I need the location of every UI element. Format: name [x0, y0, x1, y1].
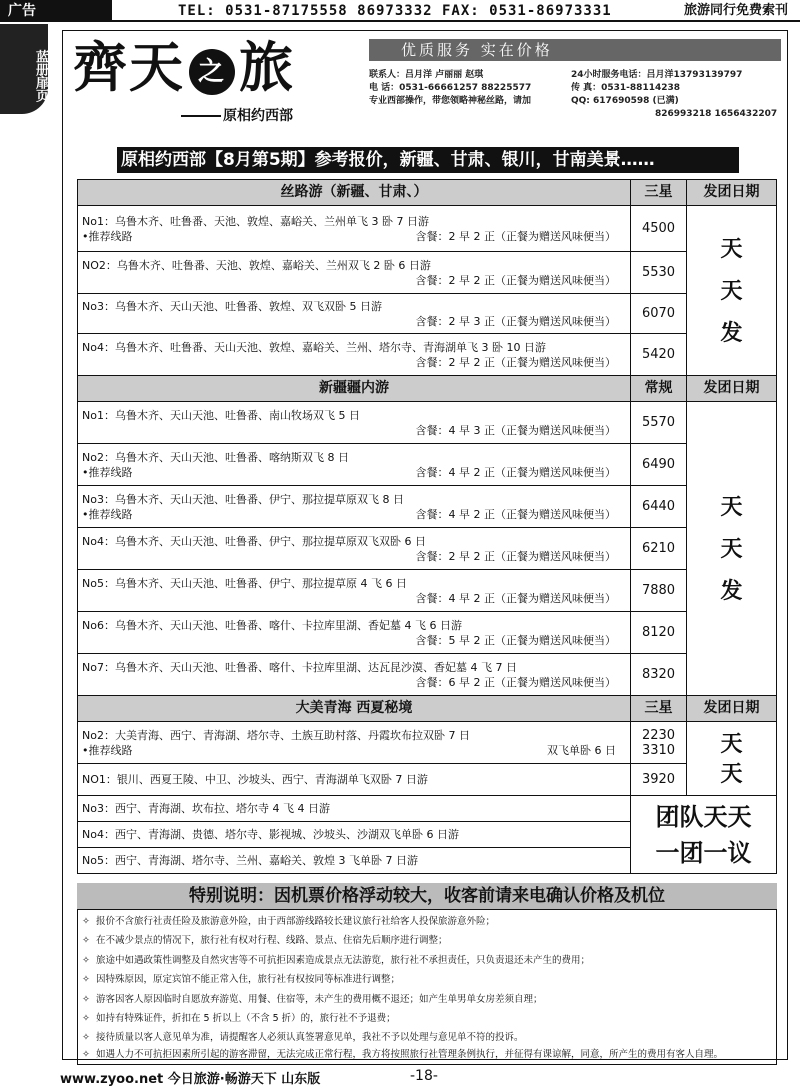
table-row: No5：西宁、青海湖、塔尔寺、兰州、嘉峪关、敦煌 3 飞单卧 7 日游: [78, 848, 777, 874]
price: 4500: [631, 206, 687, 252]
logo: 齊天 之 旅: [73, 35, 295, 99]
price: 8120: [631, 612, 687, 654]
table-row: No4：西宁、青海湖、贵德、塔尔寺、影视城、沙坡头、沙湖双飞单卧 6 日游: [78, 822, 777, 848]
table-row: No2：大美青海、西宁、青海湖、塔尔寺、土族互助村落、丹霞坎布拉双卧 7 日 •推荐线路 双飞单卧 6 日 2230 3310 天 天: [78, 722, 777, 764]
depart-header: 发团日期: [687, 180, 777, 206]
price: 6490: [631, 444, 687, 486]
price: 3920: [631, 764, 687, 796]
price: 6210: [631, 528, 687, 570]
price: 6070: [631, 294, 687, 334]
list-item: ✧ 报价不含旅行社责任险及旅游意外险，由于西部游线路较长建议旅行社给客人投保旅游意外险；: [82, 916, 496, 927]
notes-list: [77, 909, 777, 1065]
list-item: ✧ 接待质量以客人意见单为准，请提醒客人必须认真签署意见单，我社不予以处理与意见单不符的投诉。: [82, 1032, 524, 1044]
depart-header: 发团日期: [687, 696, 777, 722]
depart-days: 天 天: [687, 722, 777, 796]
price-header: 三星: [631, 696, 687, 722]
side-tab: 蓝册扉页: [0, 24, 48, 114]
footer: www.zyoo.net 今日旅游·畅游天下 山东版: [60, 1072, 321, 1087]
price: 5420: [631, 334, 687, 376]
page-frame: [62, 30, 788, 1060]
page-number: -18-: [410, 1068, 438, 1084]
top-bar: [0, 0, 800, 22]
header: [63, 31, 787, 141]
section-title: 大美青海 西夏秘境: [78, 696, 631, 722]
section-title: 丝路游（新疆、甘肃、）: [78, 180, 631, 206]
logo-subtitle: 原相约西部: [223, 108, 293, 124]
table-row: NO2：乌鲁木齐、吐鲁番、天池、敦煌、嘉峪关、兰州双飞 2 卧 6 日游 含餐：2 早 2 正（正餐为赠送风味便当） 5530: [78, 252, 777, 294]
section-title: 新疆疆内游: [78, 376, 631, 402]
depart-header: 发团日期: [687, 376, 777, 402]
price-header: 常规: [631, 376, 687, 402]
table-row: NO1：银川、西夏王陵、中卫、沙坡头、西宁、青海湖单飞双卧 7 日游 3920: [78, 764, 777, 796]
special-note: 特别说明：因机票价格浮动较大，收客前请来电确认价格及机位: [77, 883, 777, 909]
depart-days: 天 天 发: [687, 402, 777, 696]
price: 5530: [631, 252, 687, 294]
table-row: No6：乌鲁木齐、天山天池、吐鲁番、喀什、卡拉库里湖、香妃墓 4 飞 6 日游 含餐：5 早 2 正（正餐为赠送风味便当） 8120: [78, 612, 777, 654]
list-item: ✧ 在不减少景点的情况下，旅行社有权对行程、线路、景点、住宿先后顺序进行调整；: [82, 935, 448, 947]
issue-banner: 原相约西部【8月第5期】参考报价，新疆、甘肃、银川，甘南美景……: [117, 147, 739, 173]
list-item: ✧ 如遇人力不可抗拒因素所引起的游客滞留，无法完成正常行程，我方将按照旅行社管理条例执行，并征得有课谅解，同意，所产生的费用有客人自理。: [82, 1048, 724, 1060]
table-row: No2：乌鲁木齐、天山天池、吐鲁番、喀纳斯双飞 8 日 •推荐线路 含餐：4 早 2 正（正餐为赠送风味便当） 6490: [78, 444, 777, 486]
section-header: [78, 696, 777, 722]
list-item: ✧ 如持有特殊证件，折扣在 5 折以上（不含 5 折）的，旅行社不予退费；: [82, 1013, 396, 1025]
table-row: No4：乌鲁木齐、吐鲁番、天山天池、敦煌、嘉峪关、兰州、塔尔寺、青海湖单飞 3 卧 10 日游 含餐：2 早 2 正（正餐为赠送风味便当） 5420: [78, 334, 777, 376]
price: 7880: [631, 570, 687, 612]
index-label: 旅游同行免费索刊: [683, 3, 788, 18]
section-header: [78, 376, 777, 402]
table-row: No7：乌鲁木齐、天山天池、吐鲁番、喀什、卡拉库里湖、达瓦昆沙漠、香妃墓 4 飞 7 日 含餐：6 早 2 正（正餐为赠送风味便当） 8320: [78, 654, 777, 696]
depart-days: 天 天 发: [687, 206, 777, 376]
list-item: ✧ 旅途中如遇政策性调整及自然灾害等不可抗拒因素造成景点无法游览，旅行社不承担责任，只负责退还未产生的费用；: [82, 954, 591, 966]
price: 2230 3310: [631, 722, 687, 764]
price-table: [77, 179, 777, 874]
divider: [181, 115, 221, 117]
price: 5570: [631, 402, 687, 444]
table-row: No1：乌鲁木齐、天山天池、吐鲁番、南山牧场双飞 5 日 含餐：4 早 3 正（正餐为赠送风味便当） 5570 天 天 发: [78, 402, 777, 444]
price: 8320: [631, 654, 687, 696]
service-bar: 优质服务 实在价格: [369, 39, 781, 61]
contact-line: TEL: 0531-87175558 86973332 FAX: 0531-86973331: [178, 3, 612, 19]
logo-circle-icon: 之: [189, 49, 235, 95]
ad-label: 广告: [0, 0, 112, 22]
table-row: No3：乌鲁木齐、天山天池、吐鲁番、伊宁、那拉提草原双飞 8 日 •推荐线路 含餐：4 早 2 正（正餐为赠送风味便当） 6440: [78, 486, 777, 528]
list-item: ✧ 游客因客人原因临时自愿放弃游览、用餐、住宿等，未产生的费用概不退还；如产生单男单女房差须自理；: [82, 993, 543, 1005]
table-row: No4：乌鲁木齐、天山天池、吐鲁番、伊宁、那拉提草原双飞双卧 6 日 含餐：2 早 2 正（正餐为赠送风味便当） 6210: [78, 528, 777, 570]
table-row: No3：乌鲁木齐、天山天池、吐鲁番、敦煌、双飞双卧 5 日游 含餐：2 早 3 正（正餐为赠送风味便当） 6070: [78, 294, 777, 334]
contact-left: 联系人：吕月洋 卢丽丽 赵琪 电 话：0531-66661257 88225577 专业西部操作，带您领略神秘丝路，请加: [369, 70, 532, 106]
group-text: 团队天天 一团一议: [631, 796, 777, 874]
section-header: [78, 180, 777, 206]
table-row: No5：乌鲁木齐、天山天池、吐鲁番、伊宁、那拉提草原 4 飞 6 日 含餐：4 早 2 正（正餐为赠送风味便当） 7880: [78, 570, 777, 612]
table-row: No1：乌鲁木齐、吐鲁番、天池、敦煌、嘉峪关、兰州单飞 3 卧 7 日游 •推荐线路 含餐：2 早 2 正（正餐为赠送风味便当） 4500 天 天 发: [78, 206, 777, 252]
price: 6440: [631, 486, 687, 528]
contact-right: 24小时服务电话：吕月洋13793139797 传 真：0531-88114238 QQ: 617690598 (已满) 826993218 1656432207: [571, 70, 778, 119]
table-row: No3：西宁、青海湖、坎布拉、塔尔寺 4 飞 4 日游 团队天天 一团一议: [78, 796, 777, 822]
price-header: 三星: [631, 180, 687, 206]
list-item: ✧ 因特殊原因，原定宾馆不能正常入住，旅行社有权按同等标准进行调整；: [82, 974, 401, 986]
